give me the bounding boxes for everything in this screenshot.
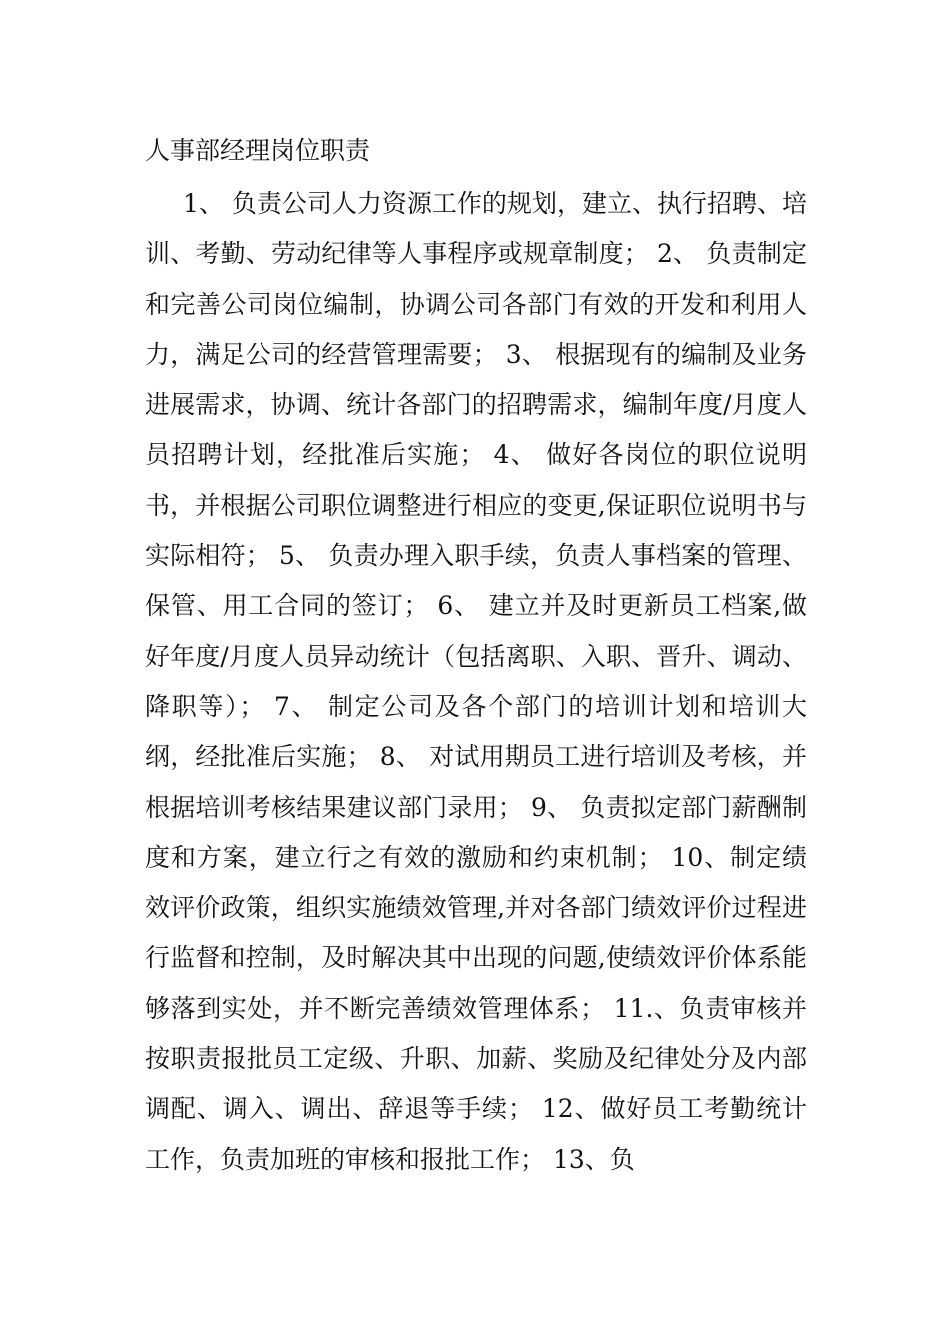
document-title: 人事部经理岗位职责 [145, 136, 371, 165]
document-body-paragraph: 1、 负责公司人力资源工作的规划，建立、执行招聘、培训、考勤、劳动纪律等人事程序或规章制度； 2、 负责制定和完善公司岗位编制，协调公司各部门有效的开发和利用人力，满足公司的经营管理需要； 3、 根据现有的编制及业务进展需求，协调、统计各部门的招聘需求，编制年度/月度人员招聘计划，经批准后实施； 4、 做好各岗位的职位说明书，并根据公司职位调整进行相应的变更,保证职位说明书与实际相符； 5、 负责办理入职手续，负责人事档案的管理、保管、用工合同的签订； 6、 建立并及时更新员工档案,做好年度/月度人员异动统计（包括离职、入职、晋升、调动、降职等）； 7、 制定公司及各个部门的培训计划和培训大纲，经批准后实施； 8、 对试用期员工进行培训及考核，并根据培训考核结果建议部门录用； 9、 负责拟定部门薪酬制度和方案，建立行之有效的激励和约束机制； 10、制定绩效评价政策，组织实施绩效管理,并对各部门绩效评价过程进行监督和控制，及时解决其中出现的问题,使绩效评价体系能够落到实处，并不断完善绩效管理体系； 11.、负责审核并按职责报批员工定级、升职、加薪、奖励及纪律处分及内部调配、调入、调出、辞退等手续； 12、做好员工考勤统计工作，负责加班的审核和报批工作； 13、负 [145, 189, 807, 1174]
